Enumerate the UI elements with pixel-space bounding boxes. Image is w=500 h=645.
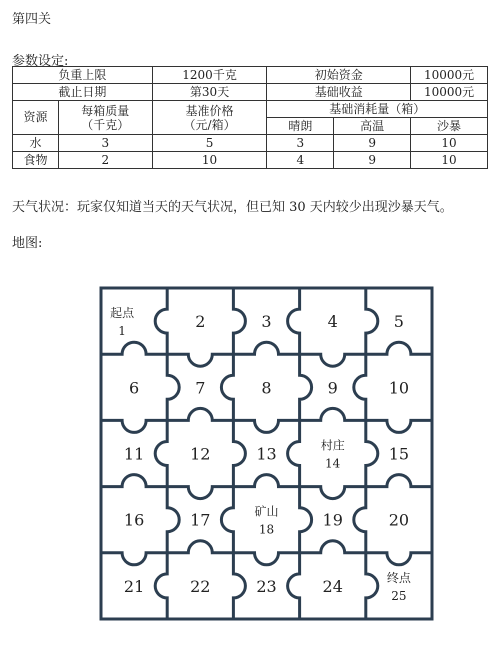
cell-number: 24	[322, 576, 343, 596]
cell-number: 19	[322, 510, 343, 530]
weight-limit-value: 1200千克	[152, 67, 267, 84]
cell-number: 17	[190, 510, 211, 530]
resource-hot: 9	[334, 135, 411, 152]
base-income-label: 基础收益	[267, 84, 411, 101]
cell-number: 4	[327, 312, 338, 332]
map-label: 地图:	[12, 236, 43, 251]
resource-sunny: 3	[267, 135, 334, 152]
cell-number: 6	[129, 378, 140, 398]
resource-hot: 9	[334, 152, 411, 169]
horizontal-divider	[101, 408, 432, 432]
cell-number: 11	[123, 444, 145, 464]
cell-special-label: 终点	[386, 570, 411, 585]
cell-number: 5	[393, 312, 404, 332]
weight-limit-label: 负重上限	[13, 67, 153, 84]
cell-special-label: 村庄	[320, 438, 345, 453]
vertical-divider	[155, 288, 179, 619]
cell-number: 20	[388, 510, 410, 530]
cell-number: 14	[325, 456, 341, 471]
cell-number: 15	[388, 444, 410, 464]
weather-hot-header: 高温	[334, 118, 411, 135]
vertical-divider	[288, 288, 312, 619]
weather-sandstorm-header: 沙暴	[411, 118, 488, 135]
cell-number: 23	[256, 576, 277, 596]
params-heading: 参数设定:	[12, 54, 69, 69]
weather-description: 天气状况：玩家仅知道当天的天气状况，但已知 30 天内较少出现沙暴天气。	[12, 200, 453, 215]
resource-name: 食物	[13, 152, 59, 169]
horizontal-divider	[101, 475, 432, 499]
cell-number: 8	[261, 378, 272, 398]
cell-number: 22	[190, 576, 211, 596]
mass-header-line2: （千克）	[81, 117, 130, 132]
cell-number: 7	[195, 378, 206, 398]
resource-price: 5	[152, 135, 267, 152]
deadline-label: 截止日期	[13, 84, 153, 101]
resource-price: 10	[152, 152, 267, 169]
cell-number: 9	[327, 378, 338, 398]
resource-name: 水	[13, 135, 59, 152]
weather-sunny-header: 晴朗	[267, 118, 334, 135]
initial-funds-label: 初始资金	[267, 67, 411, 84]
cell-number: 2	[195, 312, 206, 332]
resource-mass: 3	[58, 135, 152, 152]
level-title: 第四关	[12, 12, 52, 27]
deadline-value: 第30天	[152, 84, 267, 101]
vertical-divider	[354, 288, 378, 619]
cell-number: 25	[391, 588, 407, 603]
cell-number: 10	[388, 378, 410, 398]
resource-header: 资源	[13, 101, 59, 135]
cell-special-label: 起点	[110, 306, 135, 321]
resource-sunny: 4	[267, 152, 334, 169]
resource-mass: 2	[58, 152, 152, 169]
cell-number: 18	[258, 522, 275, 537]
base-income-value: 10000元	[411, 84, 488, 101]
cell-number: 16	[123, 510, 145, 530]
mass-header-line1: 每箱质量	[81, 103, 130, 118]
horizontal-divider	[101, 342, 432, 366]
cell-number: 12	[190, 444, 211, 464]
resource-sandstorm: 10	[411, 152, 488, 169]
cell-number: 1	[118, 324, 126, 339]
cell-number: 13	[256, 444, 277, 464]
price-header-line1: 基准价格	[185, 103, 234, 118]
vertical-divider	[221, 288, 245, 619]
price-header-line2: （元/箱）	[183, 117, 236, 132]
horizontal-divider	[101, 541, 432, 565]
consumption-header: 基础消耗量（箱）	[267, 101, 488, 118]
resource-sandstorm: 10	[411, 135, 488, 152]
initial-funds-value: 10000元	[411, 67, 488, 84]
cell-number: 21	[123, 576, 145, 596]
cell-special-label: 矿山	[254, 504, 279, 519]
cell-number: 3	[261, 312, 272, 332]
